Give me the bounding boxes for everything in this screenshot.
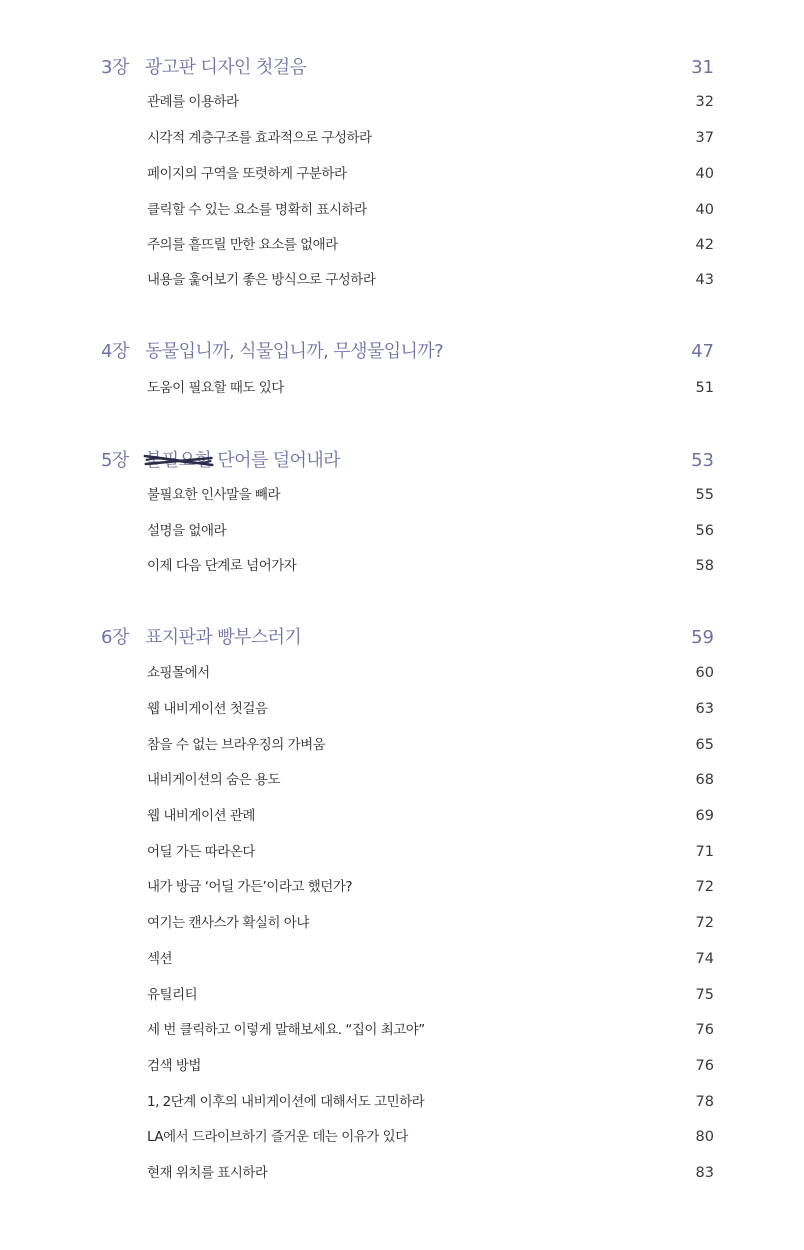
toc-entry xyxy=(0,373,804,403)
toc-entry-title: 웹 내비게이션 관례 xyxy=(147,808,255,824)
toc-entry-page: 75 xyxy=(695,987,714,1003)
chapter-title xyxy=(145,446,340,476)
toc-entry-title: 쇼핑몰에서 xyxy=(147,665,210,681)
toc-entry xyxy=(0,980,804,1010)
toc-entry-page: 55 xyxy=(695,487,714,503)
toc-entry xyxy=(0,730,804,760)
toc-entry xyxy=(0,837,804,867)
toc-entry-page: 40 xyxy=(695,166,714,182)
chapter-heading-4 xyxy=(0,337,804,367)
toc-entry-page: 51 xyxy=(695,380,714,396)
toc-entry xyxy=(0,694,804,724)
toc-entry xyxy=(0,1158,804,1188)
toc-entry-page: 63 xyxy=(695,701,714,717)
toc-entry xyxy=(0,944,804,974)
toc-entry-title: 세 번 클릭하고 이렇게 말해보세요. “집이 최고야” xyxy=(147,1022,425,1038)
toc-entry-title: 불필요한 인사말을 빼라 xyxy=(147,487,280,503)
toc-entry xyxy=(0,1051,804,1081)
toc-entry-page: 42 xyxy=(695,237,714,253)
toc-entry-page: 65 xyxy=(695,737,714,753)
toc-entry-page: 71 xyxy=(695,844,714,860)
toc-entry xyxy=(0,159,804,189)
toc-entry-title: 페이지의 구역을 또렷하게 구분하라 xyxy=(147,166,347,182)
toc-entry-title: 설명을 없애라 xyxy=(147,523,227,539)
toc-entry-page: 72 xyxy=(695,915,714,931)
toc-entry-title: 내용을 훑어보기 좋은 방식으로 구성하라 xyxy=(147,272,376,288)
chapter-number: 4장 xyxy=(101,341,129,362)
toc-entry-page: 43 xyxy=(695,272,714,288)
chapter-title-rest: 단어를 덜어내라 xyxy=(212,450,340,471)
chapter-title: 동물입니까, 식물입니까, 무생물입니까? xyxy=(145,341,444,362)
toc-entry xyxy=(0,1087,804,1117)
toc-entry-title: 유틸리티 xyxy=(147,987,198,1003)
toc-entry-title: 어딜 가든 따라온다 xyxy=(147,844,255,860)
toc-entry-title: 웹 내비게이션 첫걸음 xyxy=(147,701,268,717)
chapter-title: 표지판과 빵부스러기 xyxy=(145,627,302,648)
toc-entry xyxy=(0,1015,804,1045)
toc-entry-title: 이제 다음 단계로 넘어가자 xyxy=(147,558,297,574)
toc-entry-page: 56 xyxy=(695,523,714,539)
toc-entry-page: 78 xyxy=(695,1094,714,1110)
chapter-number: 6장 xyxy=(101,627,129,648)
toc-entry xyxy=(0,230,804,260)
struck-word-text: 불필요한 xyxy=(145,450,213,471)
chapter-number: 5장 xyxy=(101,450,129,471)
toc-entry xyxy=(0,551,804,581)
toc-entry-page: 69 xyxy=(695,808,714,824)
toc-entry xyxy=(0,908,804,938)
toc-entry xyxy=(0,265,804,295)
toc-entry xyxy=(0,765,804,795)
chapter-title: 광고판 디자인 첫걸음 xyxy=(145,57,307,78)
toc-entry-title: 클릭할 수 있는 요소를 명확히 표시하라 xyxy=(147,202,367,218)
chapter-heading-3 xyxy=(0,53,804,83)
toc-entry-page: 74 xyxy=(695,951,714,967)
toc-entry-page: 76 xyxy=(695,1022,714,1038)
toc-entry-title: 여기는 캔사스가 확실히 아냐 xyxy=(147,915,309,931)
toc-entry-page: 60 xyxy=(695,665,714,681)
toc-entry xyxy=(0,87,804,117)
chapter-page-number: 53 xyxy=(691,450,714,471)
toc-entry-page: 68 xyxy=(695,772,714,788)
toc-entry xyxy=(0,480,804,510)
chapter-page-number: 59 xyxy=(691,627,714,648)
strikethrough-scribble-icon xyxy=(143,450,214,472)
toc-entry xyxy=(0,516,804,546)
chapter-heading-6 xyxy=(0,623,804,653)
toc-entry-page: 32 xyxy=(695,94,714,110)
toc-entry-page: 83 xyxy=(695,1165,714,1181)
toc-entry xyxy=(0,195,804,225)
toc-entry xyxy=(0,658,804,688)
toc-entry-title: 도움이 필요할 때도 있다 xyxy=(147,380,284,396)
toc-entry-page: 58 xyxy=(695,558,714,574)
toc-entry-title: 참을 수 없는 브라우징의 가벼움 xyxy=(147,737,326,753)
chapter-page-number: 31 xyxy=(691,57,714,78)
toc-entry-title: 검색 방법 xyxy=(147,1058,201,1074)
toc-entry-title: 1, 2단계 이후의 내비게이션에 대해서도 고민하라 xyxy=(147,1094,425,1110)
chapter-number: 3장 xyxy=(101,57,129,78)
chapter-page-number: 47 xyxy=(691,341,714,362)
toc-entry-title: 섹션 xyxy=(147,951,173,967)
toc-entry xyxy=(0,801,804,831)
toc-entry-page: 37 xyxy=(695,130,714,146)
toc-entry-page: 80 xyxy=(695,1129,714,1145)
toc-entry-title: 관례를 이용하라 xyxy=(147,94,239,110)
toc-entry-title: 현재 위치를 표시하라 xyxy=(147,1165,268,1181)
toc-entry-page: 76 xyxy=(695,1058,714,1074)
toc-entry-title: 내가 방금 ‘어딜 가든’이라고 했던가? xyxy=(147,879,352,895)
struck-word xyxy=(145,446,212,476)
toc-entry-title: LA에서 드라이브하기 즐거운 데는 이유가 있다 xyxy=(147,1129,408,1145)
toc-entry xyxy=(0,123,804,153)
toc-entry xyxy=(0,1122,804,1152)
toc-entry xyxy=(0,872,804,902)
toc-entry-page: 40 xyxy=(695,202,714,218)
toc-entry-title: 시각적 계층구조를 효과적으로 구성하라 xyxy=(147,130,372,146)
toc-entry-title: 내비게이션의 숨은 용도 xyxy=(147,772,280,788)
toc-entry-page: 72 xyxy=(695,879,714,895)
toc-entry-title: 주의를 흩뜨릴 만한 요소를 없애라 xyxy=(147,237,338,253)
chapter-heading-5 xyxy=(0,446,804,476)
